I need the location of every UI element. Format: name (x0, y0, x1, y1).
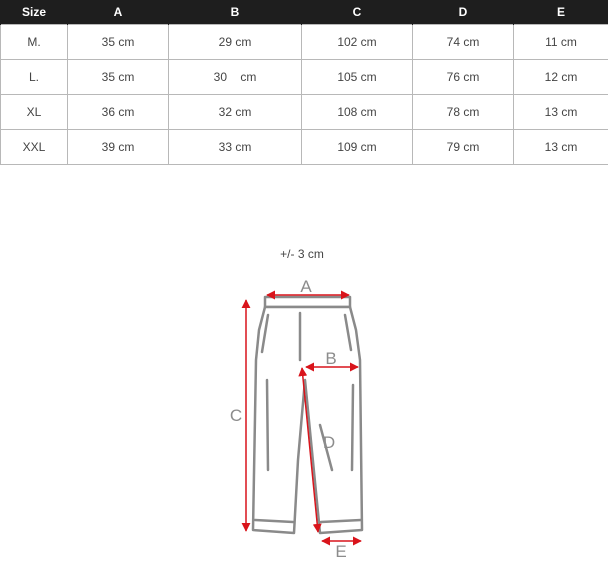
label-b: B (325, 349, 337, 368)
cell-d: 74 cm (413, 25, 514, 60)
waistband (265, 297, 350, 307)
header-c: C (302, 0, 413, 25)
cell-b: 32 cm (169, 95, 302, 130)
cell-e: 12 cm (514, 60, 608, 95)
label-d: D (322, 433, 336, 452)
header-e: E (514, 0, 608, 25)
header-b: B (169, 0, 302, 25)
label-a: A (300, 277, 312, 296)
right-crease (352, 385, 353, 470)
header-d: D (413, 0, 514, 25)
cell-b: 30 cm (169, 60, 302, 95)
cell-c: 105 cm (302, 60, 413, 95)
cell-a: 35 cm (68, 25, 169, 60)
cell-d: 76 cm (413, 60, 514, 95)
tolerance-note: +/- 3 cm (280, 247, 324, 261)
cell-c: 102 cm (302, 25, 413, 60)
cell-e: 13 cm (514, 95, 608, 130)
cell-size: L. (1, 60, 68, 95)
label-c: C (229, 406, 243, 425)
left-crease (267, 380, 268, 470)
cell-e: 11 cm (514, 25, 608, 60)
cell-c: 108 cm (302, 95, 413, 130)
cell-a: 35 cm (68, 60, 169, 95)
cell-a: 39 cm (68, 130, 169, 165)
cell-b: 29 cm (169, 25, 302, 60)
cell-c: 109 cm (302, 130, 413, 165)
pants-outline (253, 297, 362, 533)
cell-size: XL (1, 95, 68, 130)
label-e: E (335, 542, 347, 561)
cell-b: 33 cm (169, 130, 302, 165)
cell-a: 36 cm (68, 95, 169, 130)
cell-size: M. (1, 25, 68, 60)
cell-d: 79 cm (413, 130, 514, 165)
header-a: A (68, 0, 169, 25)
cell-d: 78 cm (413, 95, 514, 130)
cell-e: 13 cm (514, 130, 608, 165)
cell-size: XXL (1, 130, 68, 165)
header-size: Size (1, 0, 68, 25)
